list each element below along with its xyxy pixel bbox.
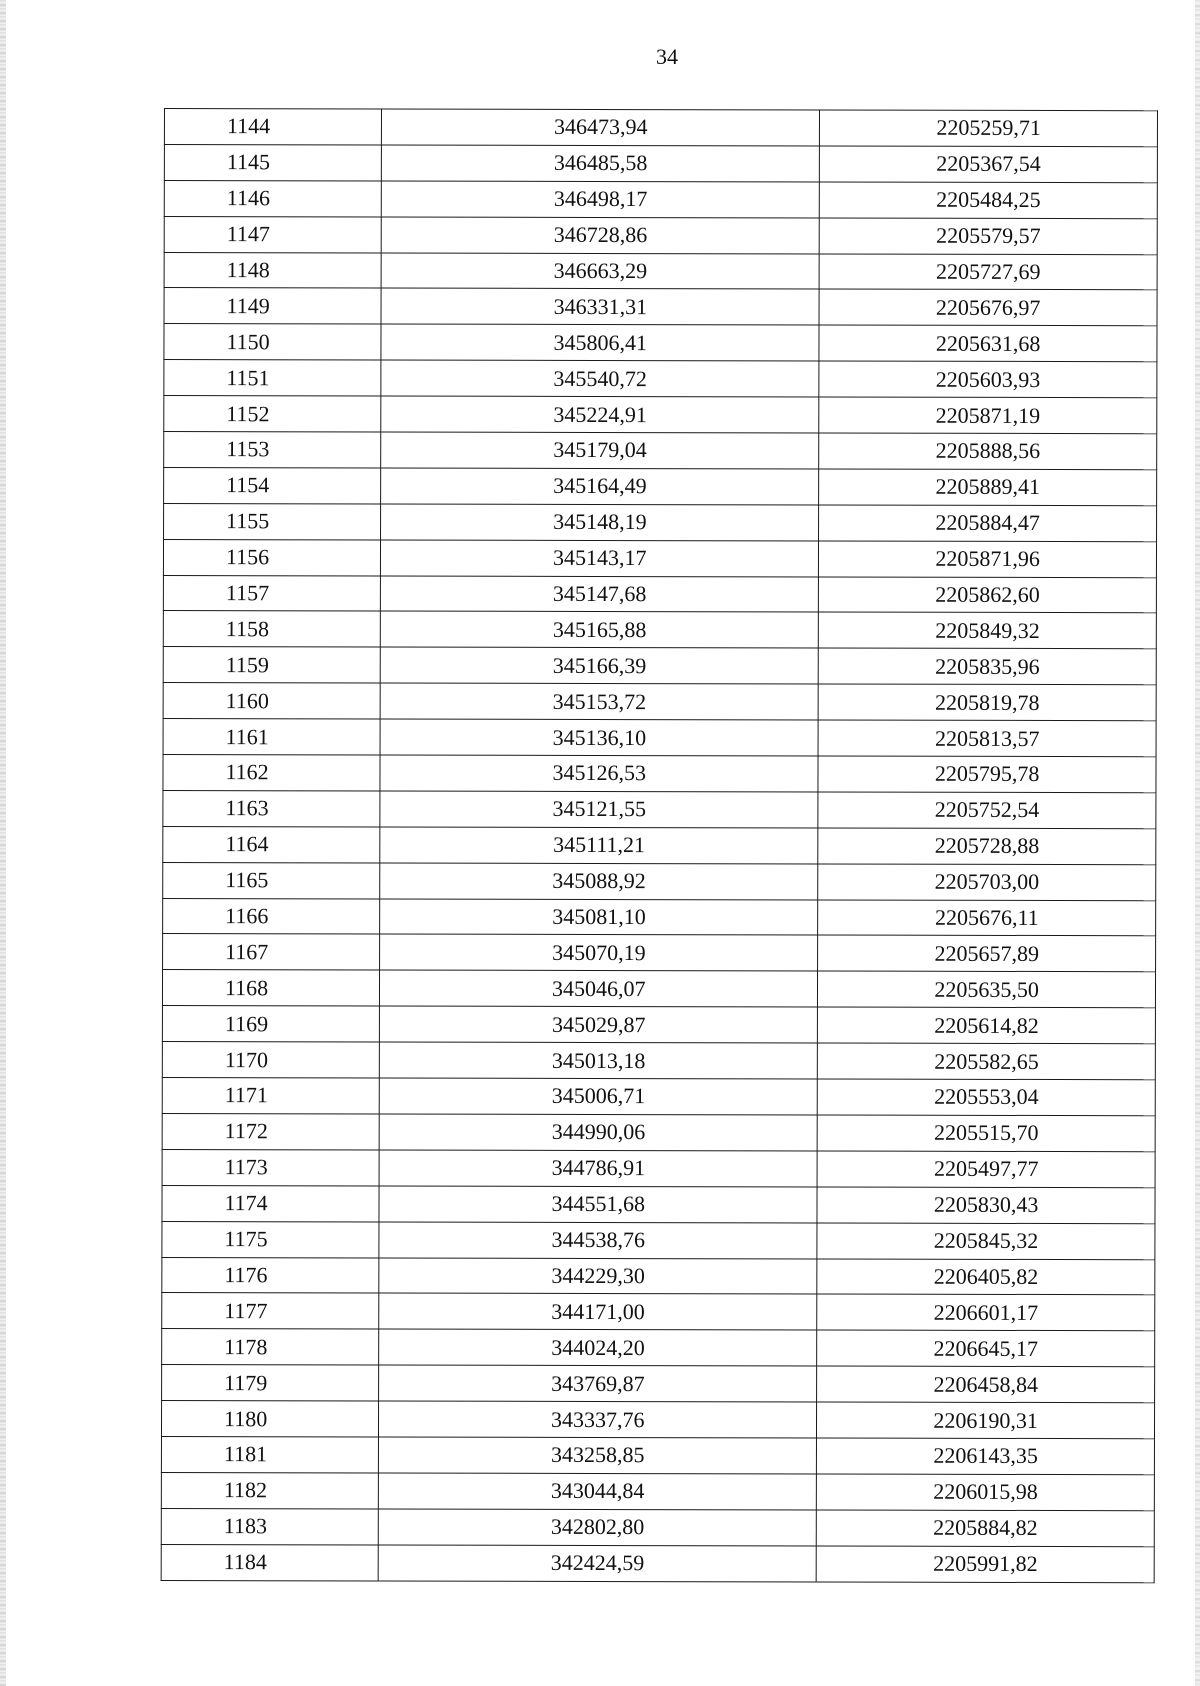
table-row [164, 503, 1157, 541]
table-row [164, 396, 1157, 434]
page-number: 34 [656, 44, 678, 69]
table-row [163, 647, 1156, 685]
x-coordinate-cell: 345166,39 [381, 647, 819, 684]
table-row [161, 1401, 1154, 1439]
point-number-cell: 1147 [164, 216, 381, 252]
x-coordinate-cell: 346728,86 [381, 217, 819, 254]
y-coordinate-cell: 2205884,47 [819, 505, 1157, 542]
point-number-cell: 1157 [163, 575, 380, 611]
x-coordinate-cell: 345029,87 [380, 1006, 818, 1043]
y-coordinate-cell: 2205367,54 [820, 146, 1158, 183]
x-coordinate-cell: 344171,00 [379, 1293, 817, 1330]
x-coordinate-cell: 345148,19 [381, 504, 819, 541]
table-row [163, 719, 1156, 757]
point-number-cell: 1163 [163, 790, 380, 826]
table-row [163, 898, 1156, 936]
x-coordinate-cell: 345224,91 [381, 396, 819, 433]
y-coordinate-cell: 2205582,65 [818, 1043, 1156, 1080]
point-number-cell: 1181 [161, 1436, 378, 1472]
table-row [162, 970, 1155, 1008]
x-coordinate-cell: 344786,91 [379, 1150, 817, 1187]
x-coordinate-cell: 345121,55 [380, 791, 818, 828]
table-row [164, 252, 1157, 290]
coordinates-table [161, 108, 1158, 1583]
point-number-cell: 1183 [161, 1508, 378, 1544]
x-coordinate-cell: 343769,87 [379, 1365, 817, 1402]
table-row [161, 1436, 1154, 1474]
x-coordinate-cell: 345081,10 [380, 899, 818, 936]
x-coordinate-cell: 345070,19 [380, 934, 818, 971]
y-coordinate-cell: 2205871,96 [819, 541, 1157, 578]
table-row [163, 755, 1156, 793]
table-row [164, 324, 1157, 362]
y-coordinate-cell: 2206458,84 [817, 1366, 1155, 1403]
x-coordinate-cell: 346663,29 [381, 253, 819, 290]
y-coordinate-cell: 2205871,19 [819, 397, 1157, 434]
point-number-cell: 1165 [163, 862, 380, 898]
table-row [161, 1508, 1154, 1546]
table-row [162, 1149, 1155, 1187]
y-coordinate-cell: 2205813,57 [818, 720, 1156, 757]
table-row [161, 1472, 1154, 1510]
point-number-cell: 1175 [162, 1221, 379, 1257]
y-coordinate-cell: 2205259,71 [820, 110, 1158, 147]
x-coordinate-cell: 344990,06 [379, 1114, 817, 1151]
y-coordinate-cell: 2205579,57 [819, 218, 1157, 255]
coordinates-table-body [161, 109, 1157, 1583]
y-coordinate-cell: 2205795,78 [818, 756, 1156, 793]
y-coordinate-cell: 2205727,69 [819, 254, 1157, 291]
point-number-cell: 1164 [163, 826, 380, 862]
x-coordinate-cell: 345126,53 [380, 755, 818, 792]
scan-edge-left [0, 0, 6, 1686]
x-coordinate-cell: 345806,41 [381, 324, 819, 361]
table-row [162, 1293, 1155, 1331]
x-coordinate-cell: 345013,18 [380, 1042, 818, 1079]
point-number-cell: 1178 [162, 1329, 379, 1365]
y-coordinate-cell: 2206601,17 [817, 1294, 1155, 1331]
x-coordinate-cell: 346498,17 [382, 181, 820, 218]
table-row [164, 216, 1157, 254]
y-coordinate-cell: 2205884,82 [817, 1510, 1155, 1547]
y-coordinate-cell: 2205888,56 [819, 433, 1157, 470]
x-coordinate-cell: 344551,68 [379, 1186, 817, 1223]
point-number-cell: 1176 [162, 1257, 379, 1293]
point-number-cell: 1150 [164, 324, 381, 360]
table-row [164, 432, 1157, 470]
x-coordinate-cell: 345147,68 [381, 576, 819, 613]
point-number-cell: 1159 [163, 647, 380, 683]
y-coordinate-cell: 2205635,50 [818, 971, 1156, 1008]
point-number-cell: 1180 [161, 1401, 378, 1437]
x-coordinate-cell: 346485,58 [382, 145, 820, 182]
x-coordinate-cell: 342802,80 [379, 1509, 817, 1546]
table-row [164, 360, 1157, 398]
point-number-cell: 1161 [163, 719, 380, 755]
x-coordinate-cell: 342424,59 [378, 1545, 816, 1582]
y-coordinate-cell: 2205484,25 [820, 182, 1158, 219]
y-coordinate-cell: 2205703,00 [818, 864, 1156, 901]
point-number-cell: 1149 [164, 288, 381, 324]
y-coordinate-cell: 2205603,93 [819, 361, 1157, 398]
y-coordinate-cell: 2205991,82 [816, 1546, 1154, 1583]
y-coordinate-cell: 2205614,82 [818, 1007, 1156, 1044]
point-number-cell: 1155 [164, 503, 381, 539]
table-row [164, 288, 1157, 326]
x-coordinate-cell: 345153,72 [380, 683, 818, 720]
table-row [164, 144, 1157, 182]
x-coordinate-cell: 345179,04 [381, 432, 819, 469]
x-coordinate-cell: 345088,92 [380, 863, 818, 900]
x-coordinate-cell: 343337,76 [379, 1401, 817, 1438]
x-coordinate-cell: 345165,88 [381, 611, 819, 648]
x-coordinate-cell: 345136,10 [380, 719, 818, 756]
x-coordinate-cell: 345164,49 [381, 468, 819, 505]
y-coordinate-cell: 2206190,31 [817, 1402, 1155, 1439]
y-coordinate-cell: 2205830,43 [817, 1187, 1155, 1224]
point-number-cell: 1168 [162, 970, 379, 1006]
y-coordinate-cell: 2205728,88 [818, 828, 1156, 865]
table-row [162, 1365, 1155, 1403]
point-number-cell: 1177 [162, 1293, 379, 1329]
point-number-cell: 1171 [162, 1078, 379, 1114]
x-coordinate-cell: 345143,17 [381, 540, 819, 577]
point-number-cell: 1152 [164, 396, 381, 432]
x-coordinate-cell: 344024,20 [379, 1329, 817, 1366]
x-coordinate-cell: 346331,31 [381, 288, 819, 325]
table-row [164, 109, 1157, 147]
y-coordinate-cell: 2206015,98 [817, 1474, 1155, 1511]
table-row [162, 1078, 1155, 1116]
y-coordinate-cell: 2205862,60 [819, 577, 1157, 614]
point-number-cell: 1173 [162, 1149, 379, 1185]
point-number-cell: 1158 [163, 611, 380, 647]
y-coordinate-cell: 2206143,35 [817, 1438, 1155, 1475]
x-coordinate-cell: 344538,76 [379, 1222, 817, 1259]
point-number-cell: 1166 [163, 898, 380, 934]
x-coordinate-cell: 345046,07 [380, 970, 818, 1007]
x-coordinate-cell: 344229,30 [379, 1257, 817, 1294]
y-coordinate-cell: 2205835,96 [818, 648, 1156, 685]
table-row [163, 826, 1156, 864]
table-row [161, 1544, 1154, 1582]
y-coordinate-cell: 2206405,82 [817, 1258, 1155, 1295]
point-number-cell: 1156 [163, 539, 380, 575]
x-coordinate-cell: 345111,21 [380, 827, 818, 864]
point-number-cell: 1146 [164, 180, 381, 216]
y-coordinate-cell: 2205819,78 [818, 684, 1156, 721]
table-row [163, 934, 1156, 972]
table-row [163, 683, 1156, 721]
point-number-cell: 1182 [161, 1472, 378, 1508]
point-number-cell: 1154 [164, 467, 381, 503]
point-number-cell: 1170 [162, 1042, 379, 1078]
point-number-cell: 1145 [164, 144, 381, 180]
x-coordinate-cell: 343258,85 [379, 1437, 817, 1474]
point-number-cell: 1184 [161, 1544, 378, 1580]
point-number-cell: 1172 [162, 1113, 379, 1149]
point-number-cell: 1151 [164, 360, 381, 396]
table-row [163, 790, 1156, 828]
table-row [163, 539, 1156, 577]
table-row [162, 1042, 1155, 1080]
table-row [162, 1221, 1155, 1259]
table-row [163, 611, 1156, 649]
y-coordinate-cell: 2205849,32 [819, 612, 1157, 649]
y-coordinate-cell: 2205676,11 [818, 900, 1156, 937]
x-coordinate-cell: 343044,84 [379, 1473, 817, 1510]
y-coordinate-cell: 2205845,32 [817, 1223, 1155, 1260]
y-coordinate-cell: 2205497,77 [817, 1151, 1155, 1188]
y-coordinate-cell: 2205515,70 [817, 1115, 1155, 1152]
y-coordinate-cell: 2205631,68 [819, 325, 1157, 362]
x-coordinate-cell: 345006,71 [380, 1078, 818, 1115]
table-row [162, 1185, 1155, 1223]
table-row [162, 1006, 1155, 1044]
point-number-cell: 1160 [163, 683, 380, 719]
x-coordinate-cell: 345540,72 [381, 360, 819, 397]
point-number-cell: 1167 [163, 934, 380, 970]
table-row [162, 1113, 1155, 1151]
point-number-cell: 1148 [164, 252, 381, 288]
table-row [164, 180, 1157, 218]
table-row [162, 1329, 1155, 1367]
y-coordinate-cell: 2205553,04 [818, 1079, 1156, 1116]
y-coordinate-cell: 2206645,17 [817, 1330, 1155, 1367]
y-coordinate-cell: 2205676,97 [819, 289, 1157, 326]
x-coordinate-cell: 346473,94 [382, 109, 820, 146]
table-row [163, 862, 1156, 900]
scan-edge-right [1195, 0, 1200, 1686]
point-number-cell: 1179 [162, 1365, 379, 1401]
point-number-cell: 1174 [162, 1185, 379, 1221]
point-number-cell: 1169 [162, 1006, 379, 1042]
table-row [163, 575, 1156, 613]
y-coordinate-cell: 2205657,89 [818, 935, 1156, 972]
point-number-cell: 1144 [164, 109, 381, 145]
point-number-cell: 1162 [163, 755, 380, 791]
point-number-cell: 1153 [164, 432, 381, 468]
table-row [162, 1257, 1155, 1295]
y-coordinate-cell: 2205889,41 [819, 469, 1157, 506]
table-row [164, 467, 1157, 505]
y-coordinate-cell: 2205752,54 [818, 792, 1156, 829]
